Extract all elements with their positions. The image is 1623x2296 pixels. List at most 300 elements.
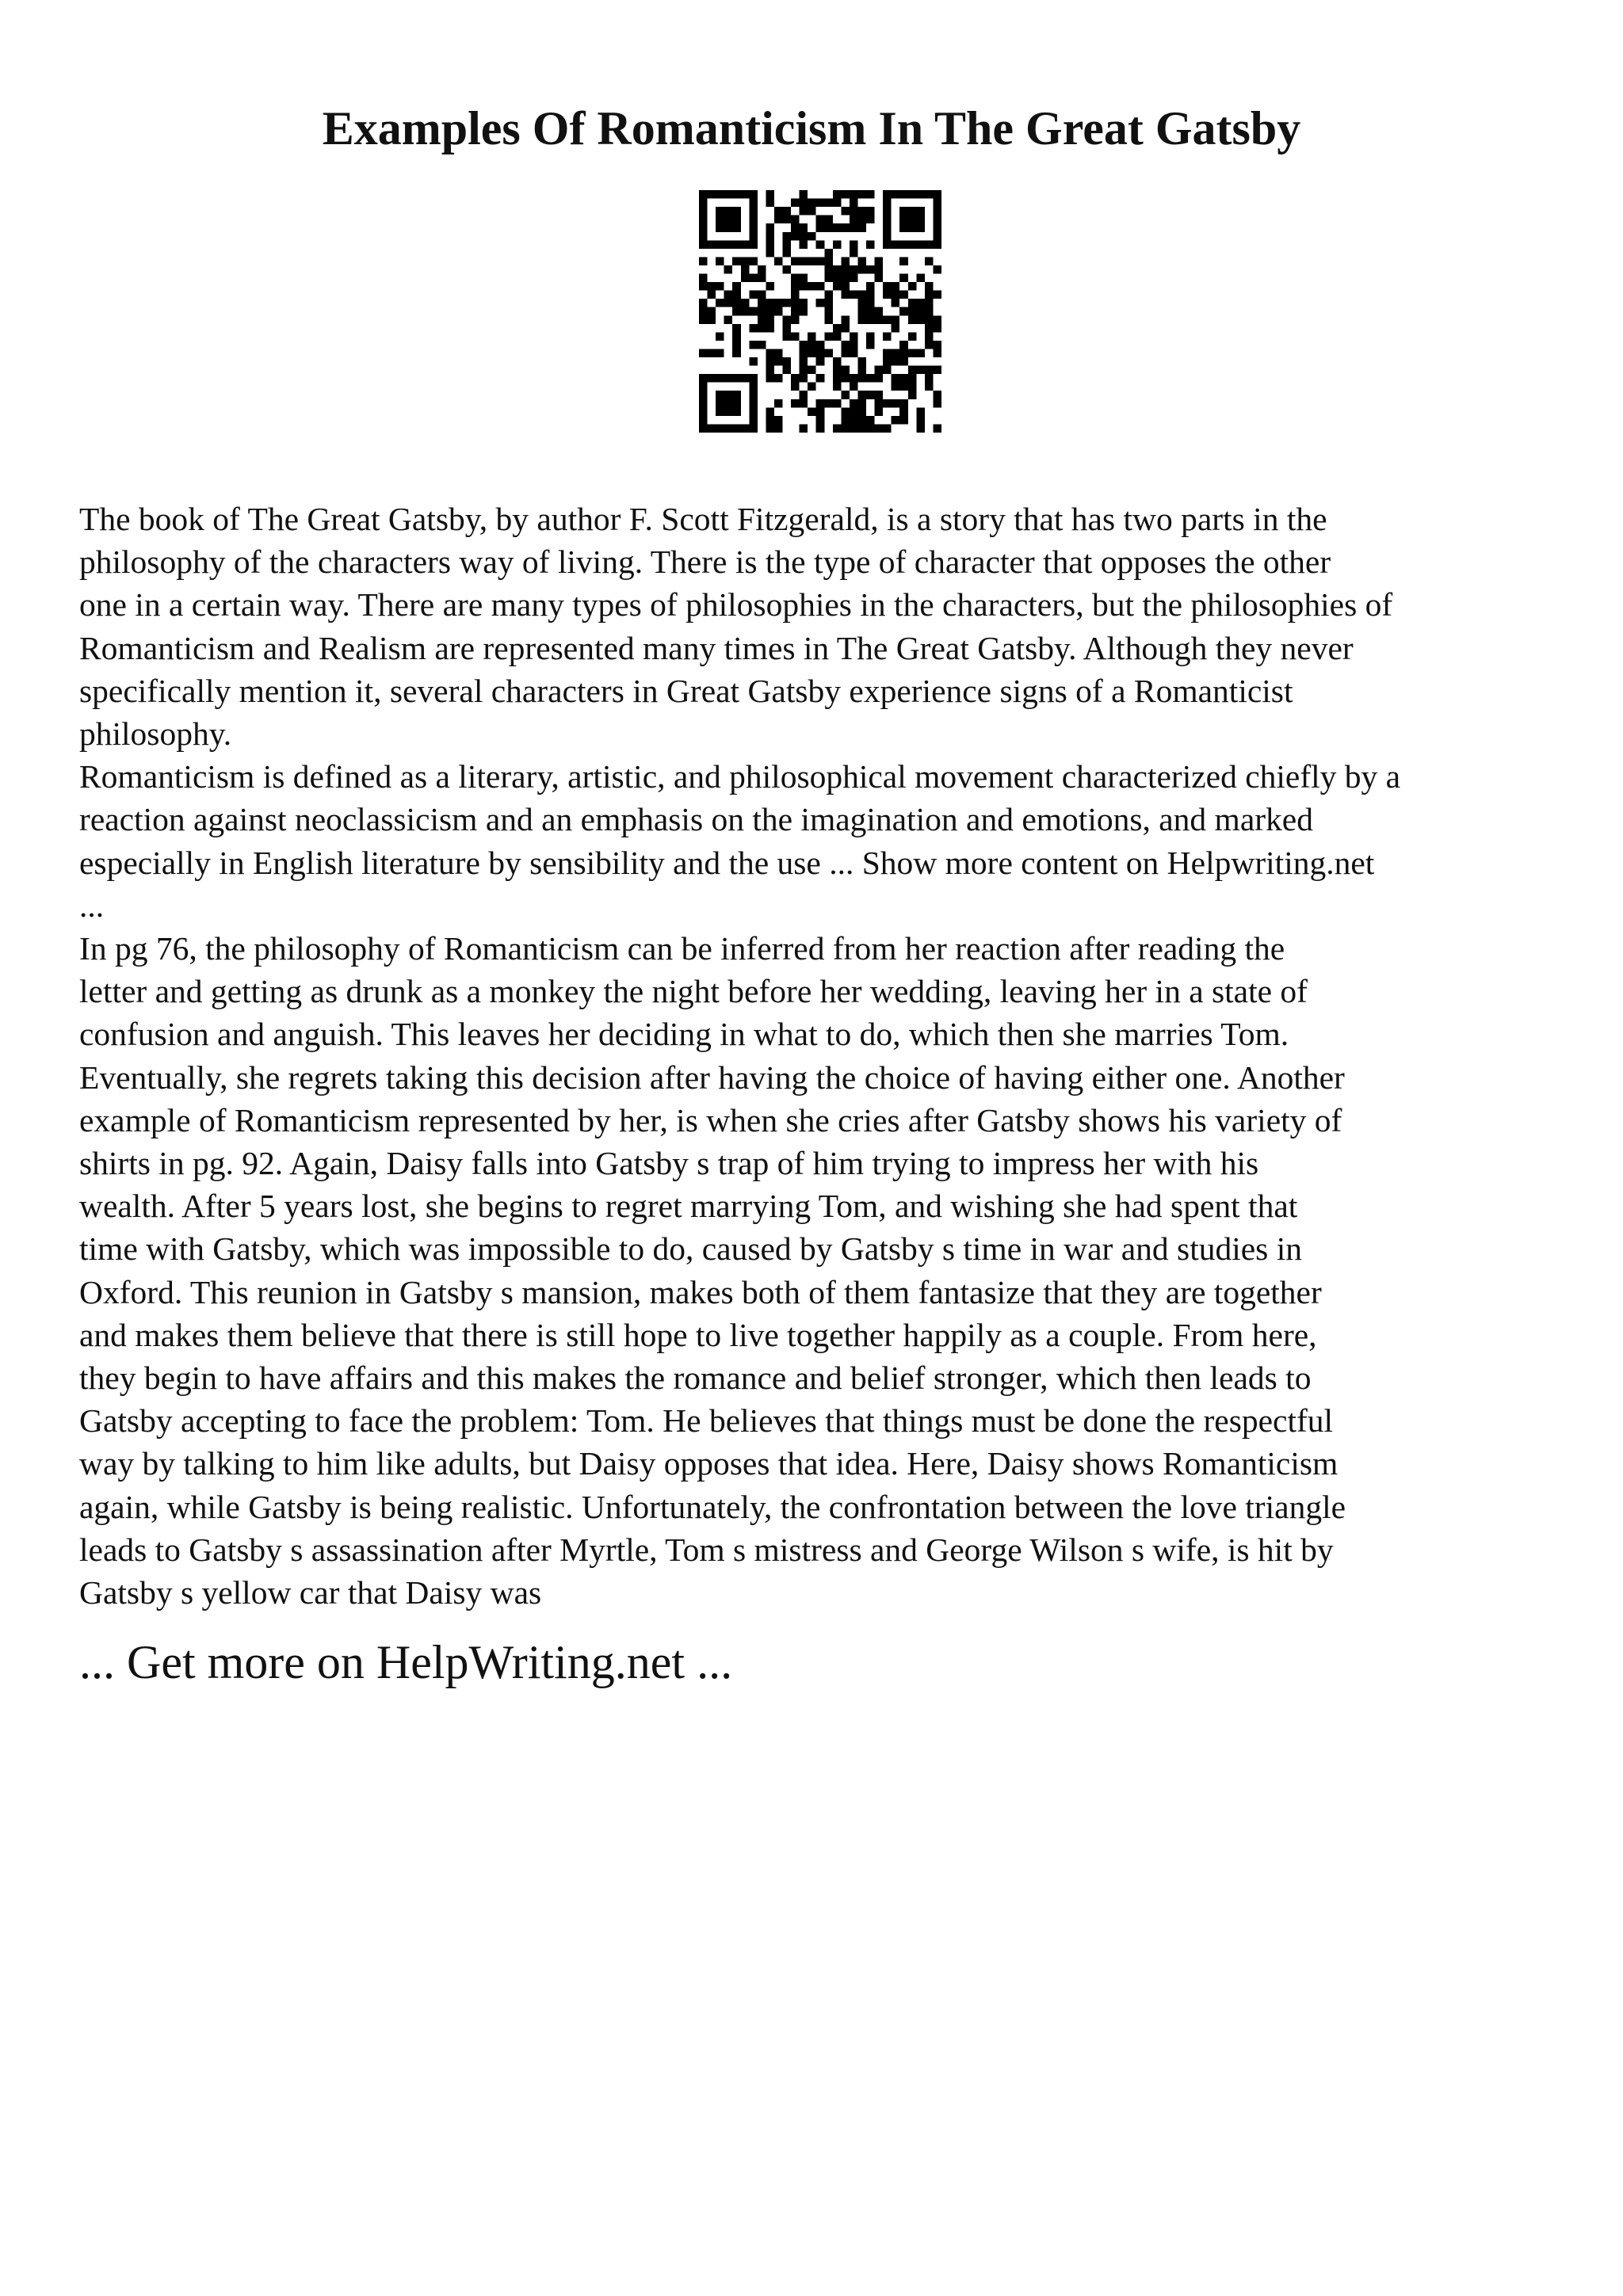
qr-module bbox=[800, 274, 808, 283]
qr-module bbox=[741, 299, 750, 307]
qr-module bbox=[800, 391, 808, 399]
qr-module bbox=[933, 391, 941, 399]
qr-module bbox=[816, 299, 825, 307]
qr-module bbox=[816, 349, 825, 357]
qr-module bbox=[916, 207, 925, 215]
document-body bbox=[79, 498, 1569, 1614]
qr-module bbox=[833, 265, 842, 274]
qr-module bbox=[899, 223, 908, 232]
qr-module bbox=[808, 199, 816, 208]
qr-module bbox=[699, 215, 708, 224]
qr-module bbox=[866, 215, 875, 224]
qr-module bbox=[908, 383, 917, 391]
qr-module bbox=[716, 349, 724, 357]
qr-module bbox=[699, 349, 708, 357]
qr-module bbox=[866, 291, 875, 299]
qr-module bbox=[716, 332, 724, 341]
qr-code-graphic bbox=[699, 190, 941, 433]
paragraph-analysis: In pg 76, the philosophy of Romanticism can be inferred from her reaction after reading the letter and getting as drunk as a monkey the night before her wedding, leaving her in a state of confusion and anguish. This leaves her deciding in what to do, which then she marries Tom. Eventually, she regrets taking this decision after having the choice of having either one. Another example of Romanticism represented by her, is when she cries after Gatsby shows his variety of shirts in pg. 92. Again, Daisy falls into Gatsby s trap of him trying to impress her with his wealth. After 5 years lost, she begins to regret marrying Tom, and wishing she had spent that time with Gatsby, which was impossible to do, caused by Gatsby s time in war and studies in Oxford. This reunion in Gatsby s mansion, makes both of them fantasize that they are together and makes them believe that there is still hope to live together happily as a couple. From here, they begin to have affairs and this makes the romance and belief stronger, which then leads to Gatsby accepting to face the problem: Tom. He believes that things must be done the respectful way by talking to him like adults, but Daisy opposes that idea. Here, Daisy shows Romanticism again, while Gatsby is being realistic. Unfortunately, the confrontation between the love triangle leads to Gatsby s assassination after Myrtle, Tom s mistress and George Wilson s wife, is hit by Gatsby s yellow car that Daisy was bbox=[79, 930, 1346, 1611]
qr-module bbox=[841, 274, 850, 283]
qr-module bbox=[724, 207, 733, 215]
qr-module bbox=[716, 399, 724, 408]
qr-module bbox=[925, 240, 934, 249]
qr-module bbox=[850, 349, 858, 357]
qr-module bbox=[708, 374, 716, 383]
qr-module bbox=[724, 190, 733, 199]
qr-module bbox=[732, 190, 741, 199]
qr-module bbox=[791, 223, 800, 232]
qr-module bbox=[800, 190, 808, 199]
qr-module bbox=[708, 190, 716, 199]
qr-module bbox=[774, 215, 783, 224]
qr-module bbox=[933, 291, 941, 299]
qr-module bbox=[774, 349, 783, 357]
qr-module bbox=[791, 291, 800, 299]
qr-module bbox=[833, 383, 842, 391]
qr-module bbox=[850, 383, 858, 391]
qr-module bbox=[908, 374, 917, 383]
qr-module bbox=[791, 299, 800, 307]
qr-module bbox=[833, 190, 842, 199]
qr-module bbox=[716, 299, 724, 307]
qr-module bbox=[774, 399, 783, 408]
qr-module bbox=[841, 349, 850, 357]
qr-module bbox=[791, 274, 800, 283]
qr-module bbox=[892, 299, 900, 307]
qr-module bbox=[732, 223, 741, 232]
qr-module bbox=[892, 282, 900, 291]
qr-module bbox=[724, 223, 733, 232]
qr-module bbox=[766, 424, 774, 433]
qr-module bbox=[899, 357, 908, 366]
qr-module bbox=[766, 407, 774, 416]
qr-module bbox=[808, 207, 816, 215]
qr-module bbox=[850, 190, 858, 199]
qr-module bbox=[808, 349, 816, 357]
qr-module bbox=[850, 291, 858, 299]
qr-module bbox=[916, 424, 925, 433]
qr-module bbox=[925, 383, 934, 391]
qr-module bbox=[933, 199, 941, 208]
qr-module bbox=[925, 332, 934, 341]
qr-module bbox=[766, 366, 774, 375]
qr-module bbox=[933, 315, 941, 324]
qr-module bbox=[816, 282, 825, 291]
qr-module bbox=[732, 374, 741, 383]
qr-module bbox=[824, 223, 833, 232]
qr-module bbox=[724, 315, 733, 324]
qr-module bbox=[699, 399, 708, 408]
qr-module bbox=[732, 207, 741, 215]
qr-module bbox=[783, 299, 792, 307]
qr-module bbox=[800, 399, 808, 408]
qr-module bbox=[724, 291, 733, 299]
qr-module bbox=[916, 190, 925, 199]
qr-module bbox=[724, 407, 733, 416]
qr-module bbox=[883, 223, 892, 232]
qr-module bbox=[833, 240, 842, 249]
qr-module bbox=[783, 357, 792, 366]
qr-module bbox=[824, 332, 833, 341]
qr-module bbox=[883, 332, 892, 341]
qr-module bbox=[908, 215, 917, 224]
qr-module bbox=[908, 315, 917, 324]
qr-module bbox=[899, 190, 908, 199]
qr-module bbox=[724, 265, 733, 274]
qr-module bbox=[916, 315, 925, 324]
qr-module bbox=[724, 374, 733, 383]
qr-module bbox=[833, 282, 842, 291]
qr-module bbox=[699, 207, 708, 215]
qr-module bbox=[749, 215, 758, 224]
qr-module bbox=[749, 207, 758, 215]
qr-module bbox=[899, 383, 908, 391]
qr-module bbox=[732, 391, 741, 399]
qr-module bbox=[783, 324, 792, 333]
qr-module bbox=[758, 315, 766, 324]
qr-module bbox=[850, 424, 858, 433]
qr-code-icon[interactable] bbox=[699, 190, 941, 433]
qr-module bbox=[732, 349, 741, 357]
qr-module bbox=[875, 265, 884, 274]
qr-module bbox=[866, 341, 875, 349]
qr-module bbox=[875, 374, 884, 383]
qr-module bbox=[724, 391, 733, 399]
qr-module bbox=[850, 332, 858, 341]
qr-module bbox=[708, 240, 716, 249]
qr-module bbox=[908, 332, 917, 341]
qr-module bbox=[866, 307, 875, 316]
qr-module bbox=[716, 424, 724, 433]
qr-module bbox=[908, 207, 917, 215]
qr-module bbox=[732, 291, 741, 299]
qr-module bbox=[899, 341, 908, 349]
qr-module bbox=[850, 223, 858, 232]
qr-module bbox=[766, 416, 774, 425]
qr-module bbox=[749, 274, 758, 283]
qr-module bbox=[699, 282, 708, 291]
qr-module bbox=[883, 349, 892, 357]
qr-module bbox=[716, 190, 724, 199]
qr-module bbox=[749, 391, 758, 399]
qr-module bbox=[808, 383, 816, 391]
qr-module bbox=[892, 240, 900, 249]
qr-module bbox=[892, 349, 900, 357]
qr-module bbox=[791, 215, 800, 224]
qr-module bbox=[875, 391, 884, 399]
qr-module bbox=[841, 291, 850, 299]
qr-module bbox=[841, 257, 850, 265]
qr-module bbox=[699, 374, 708, 383]
qr-module bbox=[824, 349, 833, 357]
qr-module bbox=[749, 399, 758, 408]
qr-module bbox=[791, 315, 800, 324]
qr-module bbox=[883, 291, 892, 299]
qr-module bbox=[850, 199, 858, 208]
qr-module bbox=[899, 274, 908, 283]
qr-module bbox=[699, 274, 708, 283]
qr-module bbox=[875, 366, 884, 375]
qr-module bbox=[933, 240, 941, 249]
qr-module bbox=[866, 391, 875, 399]
qr-module bbox=[716, 374, 724, 383]
qr-module bbox=[875, 399, 884, 408]
qr-module bbox=[716, 257, 724, 265]
qr-module bbox=[857, 416, 866, 425]
qr-module bbox=[800, 223, 808, 232]
qr-module bbox=[708, 307, 716, 316]
qr-module bbox=[850, 374, 858, 383]
qr-module bbox=[908, 366, 917, 375]
qr-module bbox=[933, 424, 941, 433]
qr-module bbox=[800, 232, 808, 241]
qr-module bbox=[758, 299, 766, 307]
qr-module bbox=[800, 357, 808, 366]
qr-module bbox=[749, 424, 758, 433]
qr-module bbox=[841, 391, 850, 399]
qr-module bbox=[749, 374, 758, 383]
qr-module bbox=[925, 257, 934, 265]
qr-module bbox=[883, 424, 892, 433]
qr-module bbox=[699, 199, 708, 208]
qr-module bbox=[933, 265, 941, 274]
qr-module bbox=[908, 240, 917, 249]
qr-module bbox=[866, 332, 875, 341]
qr-module bbox=[791, 232, 800, 241]
qr-module bbox=[732, 324, 741, 333]
qr-module bbox=[883, 399, 892, 408]
qr-module bbox=[724, 424, 733, 433]
qr-module bbox=[824, 274, 833, 283]
qr-module bbox=[866, 190, 875, 199]
qr-module bbox=[699, 424, 708, 433]
qr-module bbox=[892, 374, 900, 383]
qr-module bbox=[716, 407, 724, 416]
qr-module bbox=[925, 374, 934, 383]
qr-module bbox=[816, 199, 825, 208]
qr-module bbox=[866, 299, 875, 307]
qr-module bbox=[724, 215, 733, 224]
qr-module bbox=[841, 407, 850, 416]
qr-module bbox=[699, 257, 708, 265]
qr-module bbox=[841, 315, 850, 324]
qr-module bbox=[749, 240, 758, 249]
qr-module bbox=[791, 282, 800, 291]
qr-module bbox=[791, 199, 800, 208]
qr-module bbox=[866, 207, 875, 215]
qr-module bbox=[808, 366, 816, 375]
qr-module bbox=[850, 274, 858, 283]
qr-module bbox=[716, 282, 724, 291]
qr-module bbox=[774, 307, 783, 316]
qr-module bbox=[841, 374, 850, 383]
qr-module bbox=[774, 357, 783, 366]
qr-module bbox=[899, 349, 908, 357]
qr-module bbox=[925, 366, 934, 375]
qr-module bbox=[800, 207, 808, 215]
qr-module bbox=[800, 366, 808, 375]
qr-module bbox=[899, 407, 908, 416]
qr-module bbox=[908, 223, 917, 232]
qr-module bbox=[875, 407, 884, 416]
qr-module bbox=[708, 282, 716, 291]
qr-module bbox=[875, 307, 884, 316]
qr-module bbox=[708, 291, 716, 299]
qr-module bbox=[925, 282, 934, 291]
qr-module bbox=[758, 274, 766, 283]
qr-module bbox=[892, 399, 900, 408]
qr-module bbox=[857, 215, 866, 224]
qr-module bbox=[824, 265, 833, 274]
qr-module bbox=[766, 299, 774, 307]
qr-module bbox=[916, 215, 925, 224]
qr-module bbox=[883, 199, 892, 208]
qr-module bbox=[883, 357, 892, 366]
qr-module bbox=[833, 324, 842, 333]
qr-module bbox=[749, 407, 758, 416]
qr-module bbox=[866, 315, 875, 324]
qr-module bbox=[833, 357, 842, 366]
qr-module bbox=[875, 274, 884, 283]
qr-module bbox=[758, 341, 766, 349]
qr-module bbox=[850, 416, 858, 425]
qr-module bbox=[883, 232, 892, 241]
qr-module bbox=[933, 366, 941, 375]
qr-module bbox=[875, 315, 884, 324]
qr-module bbox=[808, 341, 816, 349]
qr-module bbox=[732, 299, 741, 307]
qr-module bbox=[800, 299, 808, 307]
qr-module bbox=[850, 341, 858, 349]
qr-module bbox=[808, 232, 816, 241]
qr-module bbox=[724, 299, 733, 307]
qr-module bbox=[749, 416, 758, 425]
qr-module bbox=[857, 399, 866, 408]
qr-module bbox=[766, 249, 774, 257]
qr-module bbox=[758, 307, 766, 316]
qr-module bbox=[916, 416, 925, 425]
qr-module bbox=[883, 190, 892, 199]
qr-module bbox=[800, 282, 808, 291]
qr-module bbox=[883, 282, 892, 291]
qr-module bbox=[824, 299, 833, 307]
qr-module bbox=[899, 399, 908, 408]
qr-module bbox=[732, 424, 741, 433]
qr-module bbox=[933, 324, 941, 333]
qr-module bbox=[766, 232, 774, 241]
qr-module bbox=[766, 307, 774, 316]
qr-module bbox=[866, 282, 875, 291]
qr-module bbox=[857, 207, 866, 215]
qr-module bbox=[866, 374, 875, 383]
qr-module bbox=[850, 215, 858, 224]
qr-module bbox=[716, 215, 724, 224]
qr-module bbox=[732, 332, 741, 341]
qr-module bbox=[899, 207, 908, 215]
qr-module bbox=[732, 240, 741, 249]
qr-module bbox=[716, 223, 724, 232]
qr-module bbox=[899, 416, 908, 425]
qr-module bbox=[841, 324, 850, 333]
qr-module bbox=[791, 257, 800, 265]
qr-module bbox=[783, 265, 792, 274]
qr-module bbox=[783, 332, 792, 341]
qr-module bbox=[933, 349, 941, 357]
qr-module bbox=[908, 391, 917, 399]
qr-module bbox=[916, 307, 925, 316]
qr-module bbox=[892, 291, 900, 299]
qr-module bbox=[899, 257, 908, 265]
qr-module bbox=[824, 215, 833, 224]
qr-module bbox=[892, 190, 900, 199]
qr-module bbox=[824, 307, 833, 316]
qr-module bbox=[741, 307, 750, 316]
qr-module bbox=[716, 240, 724, 249]
qr-module bbox=[908, 190, 917, 199]
qr-module bbox=[791, 399, 800, 408]
qr-module bbox=[699, 416, 708, 425]
qr-module bbox=[833, 374, 842, 383]
qr-module bbox=[857, 299, 866, 307]
qr-module bbox=[724, 240, 733, 249]
qr-module bbox=[732, 407, 741, 416]
qr-module bbox=[749, 324, 758, 333]
qr-module bbox=[833, 366, 842, 375]
qr-module bbox=[857, 257, 866, 265]
qr-module bbox=[857, 223, 866, 232]
qr-module bbox=[916, 366, 925, 375]
qr-module bbox=[741, 265, 750, 274]
qr-module bbox=[749, 232, 758, 241]
qr-module bbox=[774, 299, 783, 307]
qr-module bbox=[933, 223, 941, 232]
qr-module bbox=[699, 223, 708, 232]
qr-module bbox=[916, 274, 925, 283]
qr-module bbox=[708, 349, 716, 357]
qr-module bbox=[766, 349, 774, 357]
qr-module bbox=[791, 307, 800, 316]
qr-module bbox=[841, 207, 850, 215]
qr-module bbox=[857, 315, 866, 324]
qr-module bbox=[816, 416, 825, 425]
qr-module bbox=[850, 265, 858, 274]
qr-module bbox=[766, 282, 774, 291]
qr-module bbox=[833, 399, 842, 408]
qr-module bbox=[899, 240, 908, 249]
qr-module bbox=[766, 374, 774, 383]
qr-module bbox=[933, 215, 941, 224]
get-more-link[interactable]: ... Get more on HelpWriting.net ... bbox=[79, 1636, 733, 1688]
qr-module bbox=[857, 307, 866, 316]
qr-module bbox=[774, 374, 783, 383]
qr-module bbox=[916, 407, 925, 416]
qr-module bbox=[883, 366, 892, 375]
qr-module bbox=[933, 207, 941, 215]
qr-module bbox=[716, 207, 724, 215]
qr-module bbox=[899, 374, 908, 383]
qr-module bbox=[749, 291, 758, 299]
qr-module bbox=[850, 249, 858, 257]
qr-module bbox=[732, 399, 741, 408]
qr-module bbox=[699, 307, 708, 316]
qr-module bbox=[791, 383, 800, 391]
qr-module bbox=[833, 332, 842, 341]
qr-module bbox=[933, 190, 941, 199]
qr-module bbox=[791, 332, 800, 341]
qr-module bbox=[841, 416, 850, 425]
qr-module bbox=[824, 315, 833, 324]
qr-module bbox=[824, 257, 833, 265]
